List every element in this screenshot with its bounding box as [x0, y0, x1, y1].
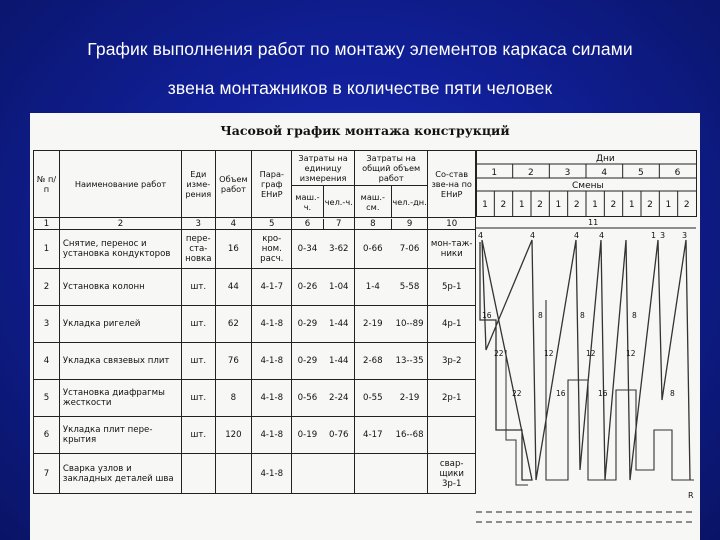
gantt-number: 8 — [580, 311, 585, 320]
header-name: Наименование работ — [59, 151, 181, 218]
header-man-days: чел.-дн. — [391, 186, 428, 217]
shift-number: 2 — [500, 200, 507, 210]
gantt-number: 12 — [586, 349, 596, 358]
gantt-number: 12 — [544, 349, 554, 358]
cell-mach-shifts: 2-19 — [363, 319, 383, 329]
cell-paragraph: 4-1-8 — [252, 454, 292, 494]
gantt-number: 8 — [670, 389, 675, 398]
cell-unit: шт. — [182, 269, 216, 306]
cell-pair — [354, 306, 427, 343]
slide-title-line-2: звена монтажников в количестве пяти человек — [167, 78, 553, 98]
cell-unit: шт. — [182, 380, 216, 417]
gantt-tail-mark: R — [688, 491, 694, 500]
cell-pair — [354, 343, 427, 380]
shift-number: 2 — [683, 200, 690, 210]
cell-work-name: Установка диафрагмы жесткости — [59, 380, 181, 417]
table-row — [34, 343, 476, 380]
shift-number: 1 — [628, 200, 635, 210]
cell-pair — [354, 454, 427, 494]
table-row — [34, 306, 476, 343]
header-unit: Еди изме-рения — [182, 151, 216, 218]
cell-volume: 8 — [215, 380, 252, 417]
cell-mach-shifts: 4-17 — [363, 430, 383, 440]
cell-pair — [292, 417, 355, 454]
cell-pair — [292, 454, 355, 494]
cell-pair — [292, 343, 355, 380]
cell-work-name: Снятие, перенос и установка кондукторов — [59, 230, 181, 269]
table-row — [34, 269, 476, 306]
cell-mach-hours: 0-29 — [297, 319, 318, 329]
header-paragraph: Пара-граф ЕНиР — [252, 151, 292, 218]
cell-volume: 120 — [215, 417, 252, 454]
col-number-pair — [354, 218, 427, 230]
cell-paragraph: 4-1-8 — [252, 417, 292, 454]
gantt-number: 1 — [651, 231, 657, 240]
day-number: 1 — [491, 168, 498, 178]
col-number: 7 — [323, 219, 354, 229]
gantt-number: 22 — [512, 389, 522, 398]
day-number: 2 — [528, 168, 534, 178]
cell-team — [428, 417, 476, 454]
cell-work-name: Установка колонн — [59, 269, 181, 306]
cell-pair — [292, 306, 355, 343]
gantt-number: 16 — [482, 311, 492, 320]
slide-title-line-1: График выполнения работ по монтажу элементов каркаса силами — [87, 39, 633, 59]
cell-number: 3 — [34, 306, 60, 343]
cell-man-days: 5-58 — [399, 282, 420, 292]
gantt-number: 8 — [632, 311, 637, 320]
shifts-label: Смены — [572, 181, 604, 191]
cell-number: 5 — [34, 380, 60, 417]
gantt-number: 4 — [574, 231, 580, 240]
day-number: 5 — [638, 168, 644, 178]
gantt-chart — [476, 150, 700, 540]
header-man-hours: чел.-ч. — [323, 186, 354, 217]
gantt-number: 3 — [682, 231, 688, 240]
cell-team: свар-щики 3р-1 — [428, 454, 476, 494]
cell-volume: 62 — [215, 306, 252, 343]
cell-paragraph: 4-1-8 — [252, 306, 292, 343]
col-number: 6 — [304, 218, 311, 229]
gantt-number: 4 — [599, 231, 605, 240]
cell-team: 2р-1 — [428, 380, 476, 417]
cell-pair — [354, 269, 427, 306]
works-table — [33, 150, 476, 494]
schedule-title: Часовой график монтажа конструкций — [220, 123, 510, 138]
header-composition: Со-став зве-на по ЕНиР — [428, 151, 476, 218]
header-labor-total — [354, 151, 427, 218]
header-volume: Объем работ — [215, 151, 252, 218]
cell-number: 2 — [34, 269, 60, 306]
gantt-number: 12 — [626, 349, 636, 358]
cell-pair — [354, 417, 427, 454]
header-labor-unit-title: Затраты на единицу измерения — [292, 151, 354, 186]
col-number: 5 — [252, 218, 292, 230]
header-mach-shifts: маш.-см. — [360, 191, 385, 212]
header-mach-hours: маш.-ч. — [295, 191, 320, 212]
scanned-schedule — [30, 113, 700, 540]
shift-number: 2 — [573, 200, 580, 210]
cell-man-hours: 3-62 — [329, 244, 349, 254]
cell-mach-hours: 0-34 — [297, 244, 318, 254]
cell-pair — [354, 230, 427, 269]
header-labor-total-title: Затраты на общий объем работ — [355, 151, 427, 186]
table-header-row — [34, 151, 476, 218]
table-row — [34, 230, 476, 269]
shift-number: 1 — [555, 200, 562, 210]
cell-work-name: Укладка плит пере-крытия — [59, 417, 181, 454]
days-label: Дни — [596, 154, 615, 164]
cell-man-days: 2-19 — [399, 393, 420, 403]
shift-number: 2 — [537, 200, 543, 210]
cell-number: 7 — [34, 454, 60, 494]
gantt-number: 4 — [478, 231, 484, 240]
cell-mach-hours: 0-29 — [297, 356, 318, 366]
cell-team: 5р-1 — [428, 269, 476, 306]
header-labor-unit — [292, 151, 355, 218]
col-number: 3 — [182, 218, 216, 230]
shift-number: 2 — [610, 200, 617, 210]
cell-man-days: 7-06 — [399, 244, 420, 254]
cell-team: мон-таж-ники — [428, 230, 476, 269]
cell-pair — [292, 230, 355, 269]
table-row — [34, 417, 476, 454]
cell-unit: шт. — [182, 417, 216, 454]
cell-man-days: 16--68 — [395, 430, 424, 440]
cell-team: 3р-2 — [428, 343, 476, 380]
col-number: 4 — [215, 218, 252, 230]
cell-number: 1 — [34, 230, 60, 269]
cell-unit: шт. — [182, 306, 216, 343]
cell-pair — [354, 380, 427, 417]
cell-man-days: 10--89 — [395, 319, 424, 329]
cell-number: 4 — [34, 343, 60, 380]
cell-mach-hours: 0-56 — [297, 393, 318, 403]
cell-mach-hours: 0-26 — [297, 282, 318, 292]
cell-man-hours: 0-76 — [329, 430, 349, 440]
cell-volume: 44 — [215, 269, 252, 306]
cell-pair — [292, 380, 355, 417]
cell-paragraph: 4-1-8 — [252, 380, 292, 417]
shift-number: 1 — [482, 200, 488, 210]
cell-unit: пере-ста-новка — [182, 230, 216, 269]
cell-mach-hours: 0-19 — [297, 430, 318, 440]
cell-mach-shifts: 2-68 — [363, 356, 383, 366]
cell-paragraph: кро-ном. расч. — [252, 230, 292, 269]
cell-work-name: Укладка ригелей — [59, 306, 181, 343]
cell-pair — [292, 269, 355, 306]
cell-mach-shifts: 0-66 — [363, 244, 383, 254]
cell-work-name: Сварка узлов и закладных деталей шва — [59, 454, 181, 494]
table-row — [34, 380, 476, 417]
shift-number: 2 — [647, 200, 653, 210]
cell-man-hours: 1-44 — [329, 319, 349, 329]
cell-mach-shifts: 1-4 — [365, 282, 380, 292]
col-number: 10 — [428, 218, 476, 230]
day-number: 4 — [601, 168, 608, 178]
shift-number: 1 — [518, 200, 525, 210]
shift-number: 1 — [592, 200, 598, 210]
gantt-number: 16 — [556, 389, 566, 398]
cell-volume: 76 — [215, 343, 252, 380]
col-number: 8 — [370, 218, 376, 229]
gantt-number: 3 — [660, 231, 666, 240]
cell-man-hours: 2-24 — [329, 393, 349, 403]
col-number: 1 — [34, 218, 60, 230]
gantt-number: 8 — [538, 311, 543, 320]
cell-unit: шт. — [182, 343, 216, 380]
cell-team: 4р-1 — [428, 306, 476, 343]
column-number-row — [34, 218, 476, 230]
gantt-number: 22 — [494, 349, 504, 358]
cell-man-hours: 1-04 — [329, 282, 349, 292]
col10-marker: 11 — [588, 218, 599, 227]
table-row — [34, 454, 476, 494]
gantt-number: 4 — [530, 231, 536, 240]
cell-man-hours: 1-44 — [329, 356, 349, 366]
shift-number: 1 — [665, 200, 672, 210]
header-num: № п/п — [34, 151, 60, 218]
cell-work-name: Укладка связевых плит — [59, 343, 181, 380]
cell-number: 6 — [34, 417, 60, 454]
gantt-flow-line — [480, 240, 690, 480]
cell-volume — [215, 454, 252, 494]
cell-paragraph: 4-1-8 — [252, 343, 292, 380]
day-number: 3 — [564, 168, 571, 178]
gantt-spacer — [476, 216, 696, 227]
col-number-pair — [292, 218, 355, 230]
cell-paragraph: 4-1-7 — [252, 269, 292, 306]
col-number: 2 — [59, 218, 181, 230]
col-number: 9 — [391, 219, 428, 229]
cell-mach-shifts: 0-55 — [363, 393, 383, 403]
cell-volume: 16 — [215, 230, 252, 269]
cell-man-days: 13--35 — [395, 356, 424, 366]
gantt-number: 16 — [598, 389, 608, 398]
cell-unit — [182, 454, 216, 494]
day-number: 6 — [674, 168, 681, 178]
